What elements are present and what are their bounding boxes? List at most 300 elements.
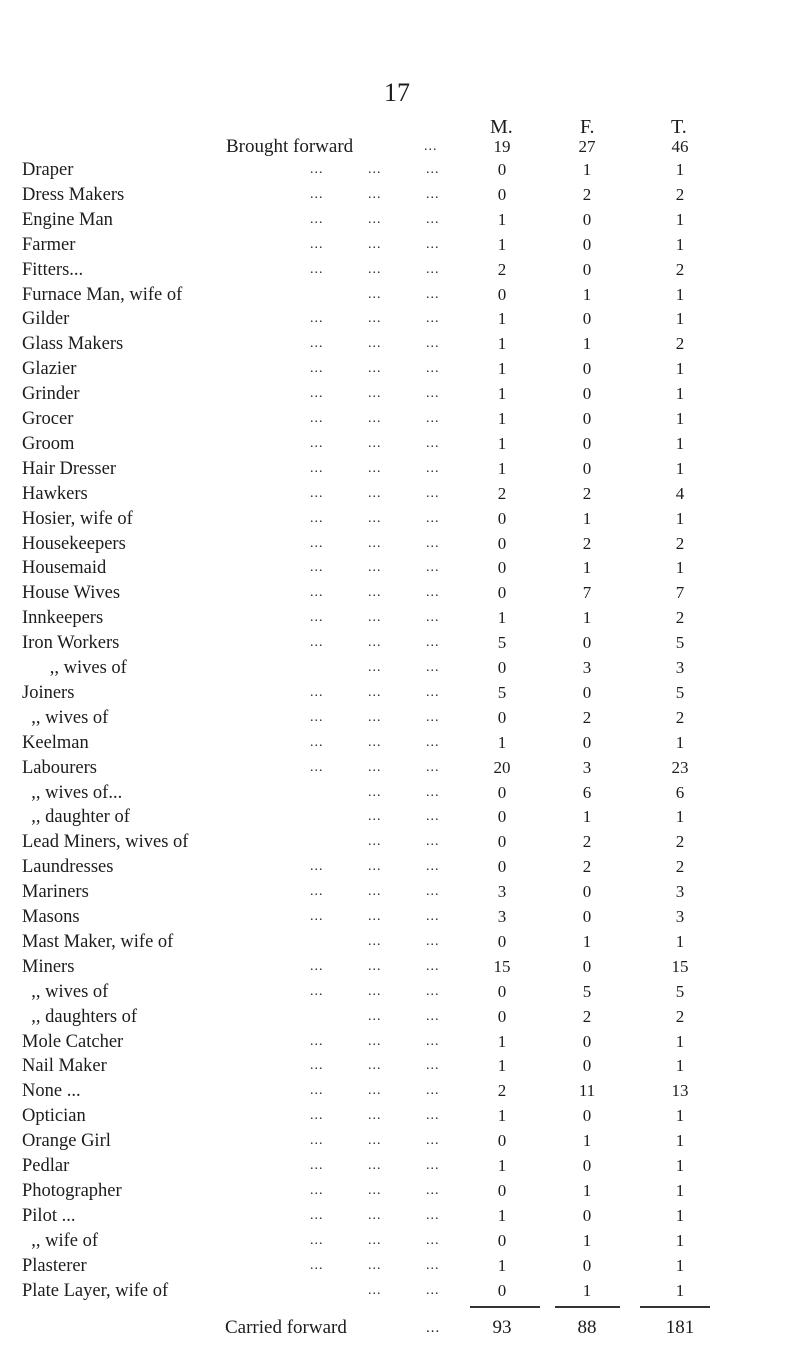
table-row [0, 1278, 800, 1304]
females-value: 0 [582, 956, 592, 976]
females-value: 2 [582, 184, 592, 204]
dot-leader: ... [310, 709, 324, 725]
males-value: 0 [497, 160, 507, 179]
dot-leader: ... [368, 660, 382, 675]
females-value: 3 [582, 658, 592, 677]
table-row [0, 804, 800, 830]
dot-leader: ... [426, 1207, 440, 1223]
dot-leader: ... [368, 411, 382, 426]
dot-leader: ... [310, 983, 324, 999]
males-value: 2 [497, 259, 507, 279]
table-row [0, 929, 800, 955]
dot-leader: ... [426, 784, 440, 800]
females-value: 0 [582, 882, 592, 902]
dot-leader: ... [368, 162, 382, 177]
dot-leader: ... [426, 386, 440, 402]
table-row [0, 1228, 800, 1254]
females-value: 5 [582, 981, 592, 1001]
dot-leader: ... [426, 684, 440, 700]
females-value: 1 [582, 608, 592, 628]
dot-leader: ... [310, 1033, 324, 1049]
females-value: 1 [582, 807, 592, 827]
dot-leader: ... [368, 884, 382, 900]
females-value: 2 [582, 533, 592, 553]
occupation-label: Keelman [22, 732, 89, 753]
dot-leader: ... [426, 809, 440, 825]
dot-leader: ... [310, 1158, 324, 1173]
dot-leader: ... [426, 535, 440, 551]
females-value: 0 [582, 433, 592, 453]
occupation-label: Plasterer [22, 1255, 87, 1276]
total-value: 3 [675, 882, 685, 902]
total-value: 1 [675, 309, 685, 329]
females-value: 2 [582, 483, 592, 503]
dot-leader: ... [426, 759, 440, 775]
dot-leader: ... [310, 759, 324, 775]
occupation-label: ,, wives of [22, 658, 127, 678]
total-value: 1 [675, 1106, 685, 1126]
table-row [0, 232, 800, 258]
females-value: 0 [582, 359, 592, 379]
occupation-label: ,, daughters of [22, 1006, 138, 1027]
total-value: 1 [675, 931, 685, 951]
table-row [0, 406, 800, 432]
dot-leader: ... [368, 709, 382, 725]
dot-leader: ... [368, 1182, 382, 1198]
total-value: 1 [675, 1280, 685, 1300]
total-value: 5 [675, 633, 685, 653]
occupation-label: Farmer [22, 234, 76, 255]
females-value: 0 [582, 682, 592, 702]
males-value: 0 [497, 583, 507, 603]
total-value: 2 [675, 857, 685, 877]
dot-leader: ... [426, 411, 440, 426]
dot-leader: ... [368, 933, 382, 949]
total-value: 1 [675, 1205, 685, 1225]
dot-leader: ... [310, 1083, 324, 1099]
occupation-label: Pilot ... [22, 1205, 76, 1226]
dot-leader: ... [368, 610, 382, 626]
total-value: 5 [675, 682, 685, 702]
dot-leader: ... [368, 1008, 382, 1024]
dot-leader: ... [424, 139, 438, 154]
dot-leader: ... [426, 958, 440, 974]
occupation-label: Furnace Man, wife of [22, 284, 183, 305]
occupation-label: Grinder [22, 384, 80, 405]
dot-leader: ... [426, 859, 440, 875]
females-value: 7 [582, 583, 592, 603]
occupation-label: Photographer [22, 1180, 122, 1201]
total-value: 1 [675, 160, 685, 179]
females-value: 0 [582, 209, 592, 229]
carried-forward-label: Carried forward [225, 1317, 347, 1338]
dot-leader: ... [368, 734, 382, 750]
dot-leader: ... [426, 709, 440, 725]
total-value: 13 [671, 1081, 689, 1101]
table-row [0, 207, 800, 233]
dot-leader: ... [426, 1058, 440, 1074]
dot-leader: ... [310, 236, 324, 252]
total-value: 2 [675, 707, 685, 727]
males-value: 0 [497, 832, 507, 852]
dot-leader: ... [426, 1008, 440, 1024]
table-row [0, 1178, 800, 1204]
occupation-label: Groom [22, 433, 75, 454]
females-value: 1 [582, 160, 592, 179]
dot-leader: ... [310, 485, 324, 501]
dot-leader: ... [368, 809, 382, 825]
females-value: 0 [582, 259, 592, 279]
dot-leader: ... [310, 859, 324, 875]
table-row [0, 1128, 800, 1154]
males-value: 0 [497, 782, 507, 802]
dot-leader: ... [368, 958, 382, 974]
total-value: 1 [675, 1255, 685, 1275]
total-value: 1 [675, 1056, 685, 1076]
dot-leader: ... [310, 958, 324, 974]
males-value: 1 [497, 409, 507, 428]
table-row [0, 680, 800, 706]
dot-leader: ... [368, 784, 382, 800]
dot-leader: ... [426, 983, 440, 999]
dot-leader: ... [426, 560, 440, 576]
occupation-label: ,, daughter of [22, 807, 130, 828]
total-value: 15 [671, 956, 689, 976]
table-row [0, 431, 800, 457]
dot-leader: ... [426, 909, 440, 924]
dot-leader: ... [426, 884, 440, 900]
occupation-label: Dress Makers [22, 184, 125, 205]
dot-leader: ... [368, 286, 382, 302]
dot-leader: ... [426, 336, 440, 352]
males-value: 0 [497, 558, 507, 578]
males-value: 0 [497, 857, 507, 877]
males-value: 1 [497, 309, 507, 329]
males-value: 0 [497, 1180, 507, 1200]
dot-leader: ... [310, 186, 324, 202]
total-value: 1 [675, 359, 685, 379]
dot-leader: ... [310, 610, 324, 626]
dot-leader: ... [310, 386, 324, 402]
males-value: 3 [497, 907, 507, 926]
males-value: 1 [497, 433, 507, 453]
males-value: 1 [497, 334, 507, 354]
dot-leader: ... [426, 186, 440, 202]
dot-leader: ... [368, 311, 382, 327]
dot-leader: ... [368, 1232, 382, 1248]
dot-leader: ... [310, 336, 324, 352]
total-value: 3 [675, 907, 685, 926]
occupation-label: ,, wives of [22, 981, 109, 1002]
dot-leader: ... [310, 1182, 324, 1198]
table-row [0, 705, 800, 731]
females-value: 2 [582, 857, 592, 877]
males-value: 0 [497, 1280, 507, 1300]
males-value: 0 [497, 807, 507, 827]
males-value: 15 [493, 956, 511, 976]
total-value: 1 [675, 807, 685, 827]
total-value: 6 [675, 782, 685, 802]
males-value: 0 [497, 508, 507, 528]
females-value: 0 [582, 907, 592, 926]
occupation-label: ,, wife of [22, 1230, 99, 1251]
total-value: 2 [675, 1006, 685, 1026]
males-value: 1 [497, 359, 507, 379]
males-value: 1 [497, 1056, 507, 1076]
occupation-label: Hosier, wife of [22, 508, 133, 529]
males-value: 2 [497, 483, 507, 503]
total-value: 5 [675, 981, 685, 1001]
dot-leader: ... [310, 535, 324, 551]
males-value: 1 [497, 732, 507, 752]
males-value: 1 [497, 1205, 507, 1225]
dot-leader: ... [426, 236, 440, 252]
females-value: 3 [582, 757, 592, 777]
males-value: 0 [497, 981, 507, 1001]
table-row [0, 381, 800, 407]
dot-leader: ... [368, 560, 382, 576]
table-row [0, 506, 800, 532]
dot-leader: ... [310, 460, 324, 476]
dot-leader: ... [368, 585, 382, 601]
occupation-label: Grocer [22, 409, 74, 429]
males-value: 1 [497, 608, 507, 628]
table-row [0, 755, 800, 781]
males-value: 1 [497, 1156, 507, 1175]
table-row [0, 954, 800, 980]
females-value: 1 [582, 558, 592, 578]
dot-leader: ... [368, 186, 382, 202]
dot-leader: ... [368, 261, 382, 277]
females-value: 1 [582, 1180, 592, 1200]
table-row [0, 1103, 800, 1129]
occupation-label: Joiners [22, 682, 75, 703]
dot-leader: ... [310, 311, 324, 327]
total-value: 1 [675, 433, 685, 453]
table-row [0, 456, 800, 482]
dot-leader: ... [426, 1033, 440, 1049]
dot-leader: ... [368, 1207, 382, 1223]
females-value: 0 [582, 234, 592, 254]
females-value: 0 [582, 1106, 592, 1126]
dot-leader: ... [310, 361, 324, 377]
total-value: 1 [675, 409, 685, 428]
females-value: 1 [582, 284, 592, 304]
males-value: 1 [497, 209, 507, 229]
table-row [0, 605, 800, 631]
table-row [0, 730, 800, 756]
males-value: 0 [497, 707, 507, 727]
occupation-label: None ... [22, 1081, 81, 1102]
occupation-label: Labourers [22, 757, 97, 778]
total-value: 1 [675, 1230, 685, 1250]
occupation-label: Gilder [22, 309, 70, 330]
dot-leader: ... [426, 1282, 440, 1298]
table-row [0, 1203, 800, 1229]
females-value: 1 [582, 1230, 592, 1250]
males-value: 1 [497, 234, 507, 254]
dot-leader: ... [310, 585, 324, 601]
dot-leader: ... [368, 983, 382, 999]
header-males: M. [490, 116, 513, 138]
dot-leader: ... [368, 1282, 382, 1298]
females-value: 2 [582, 832, 592, 852]
total-value: 2 [675, 832, 685, 852]
header-total: T. [671, 116, 687, 138]
total-value: 1 [675, 234, 685, 254]
dot-leader: ... [368, 435, 382, 451]
total-value: 1 [675, 558, 685, 578]
dot-leader: ... [310, 261, 324, 277]
table-row [0, 555, 800, 581]
table-row [0, 854, 800, 880]
table-row [0, 282, 800, 308]
dot-leader: ... [310, 411, 324, 426]
total-rule-females [555, 1306, 620, 1308]
page-number: 17 [384, 78, 410, 107]
header-females: F. [580, 116, 595, 138]
dot-leader: ... [426, 635, 440, 651]
females-value: 1 [582, 931, 592, 951]
total-value: 2 [675, 533, 685, 553]
carried-forward-row [0, 1313, 800, 1343]
dot-leader: ... [368, 1158, 382, 1173]
occupation-label: Lead Miners, wives of [22, 832, 189, 853]
occupation-label: Orange Girl [22, 1131, 111, 1152]
occupation-label: Housekeepers [22, 533, 126, 554]
table-row [0, 829, 800, 855]
total-value: 1 [675, 1156, 685, 1175]
dot-leader: ... [368, 510, 382, 526]
females-value: 6 [582, 782, 592, 802]
occupation-label: Mast Maker, wife of [22, 931, 174, 952]
occupation-label: Nail Maker [22, 1056, 107, 1077]
females-value: 0 [582, 409, 592, 428]
males-value: 0 [497, 1131, 507, 1151]
total-value: 4 [675, 483, 685, 503]
table-row [0, 1029, 800, 1055]
dot-leader: ... [310, 1232, 324, 1248]
carried-forward-total: 181 [665, 1317, 695, 1338]
dot-leader: ... [310, 635, 324, 651]
dot-leader: ... [310, 1133, 324, 1149]
dot-leader: ... [310, 884, 324, 900]
total-rule-total [640, 1306, 710, 1308]
dot-leader: ... [368, 1058, 382, 1074]
males-value: 5 [497, 682, 507, 702]
dot-leader: ... [426, 660, 440, 675]
occupation-label: Laundresses [22, 857, 114, 878]
dot-leader: ... [426, 734, 440, 750]
total-value: 1 [675, 458, 685, 478]
table-row [0, 1153, 800, 1179]
males-value: 1 [497, 458, 507, 478]
carried-forward-females: 88 [577, 1317, 597, 1338]
dot-leader: ... [368, 460, 382, 476]
total-value: 2 [675, 184, 685, 204]
males-value: 0 [497, 184, 507, 204]
dot-leader: ... [426, 286, 440, 302]
occupation-label: ,, wives of [22, 707, 109, 728]
dot-leader: ... [310, 909, 324, 924]
dot-leader: ... [310, 560, 324, 576]
females-value: 0 [582, 1255, 592, 1275]
females-value: 2 [582, 707, 592, 727]
total-value: 1 [675, 284, 685, 304]
females-value: 0 [582, 633, 592, 653]
total-value: 1 [675, 209, 685, 229]
total-value: 2 [675, 259, 685, 279]
dot-leader: ... [368, 1033, 382, 1049]
table-row [0, 1253, 800, 1279]
brought-forward-label: Brought forward [226, 136, 354, 157]
table-row [0, 182, 800, 208]
females-value: 0 [582, 458, 592, 478]
dot-leader: ... [368, 635, 382, 651]
dot-leader: ... [426, 1158, 440, 1173]
females-value: 0 [582, 309, 592, 329]
occupation-label: Glass Makers [22, 334, 124, 355]
females-value: 0 [582, 1156, 592, 1175]
males-value: 1 [497, 384, 507, 404]
occupation-label: ,, wives of... [22, 782, 123, 803]
occupation-label: Fitters... [22, 259, 84, 280]
table-row [0, 580, 800, 606]
table-row [0, 257, 800, 283]
dot-leader: ... [310, 162, 324, 177]
females-value: 1 [582, 1280, 592, 1300]
dot-leader: ... [310, 1257, 324, 1273]
dot-leader: ... [310, 510, 324, 526]
table-row [0, 331, 800, 357]
dot-leader: ... [426, 311, 440, 327]
males-value: 20 [493, 757, 511, 777]
occupation-label: Masons [22, 907, 80, 927]
dot-leader: ... [368, 211, 382, 227]
males-value: 3 [497, 882, 507, 902]
males-value: 1 [497, 1106, 507, 1126]
total-value: 1 [675, 508, 685, 528]
females-value: 2 [582, 1006, 592, 1026]
dot-leader: ... [426, 162, 440, 177]
dot-leader: ... [368, 336, 382, 352]
occupation-label: Housemaid [22, 558, 107, 579]
table-row [0, 356, 800, 382]
occupation-label: Hawkers [22, 483, 88, 504]
occupation-label: Optician [22, 1106, 86, 1127]
dot-leader: ... [426, 610, 440, 626]
dot-leader: ... [426, 1320, 441, 1336]
table-row [0, 979, 800, 1005]
table-row [0, 655, 800, 681]
males-value: 0 [497, 1006, 507, 1026]
females-value: 0 [582, 1205, 592, 1225]
total-value: 7 [675, 583, 685, 603]
occupation-label: Iron Workers [22, 633, 120, 654]
dot-leader: ... [426, 1083, 440, 1099]
dot-leader: ... [368, 684, 382, 700]
dot-leader: ... [310, 1108, 324, 1124]
dot-leader: ... [368, 1133, 382, 1149]
dot-leader: ... [368, 859, 382, 875]
table-row [0, 879, 800, 905]
occupation-label: Engine Man [22, 209, 113, 230]
dot-leader: ... [368, 236, 382, 252]
brought-forward-females: 27 [578, 137, 596, 156]
total-value: 1 [675, 384, 685, 404]
total-value: 1 [675, 1180, 685, 1200]
dot-leader: ... [426, 435, 440, 451]
